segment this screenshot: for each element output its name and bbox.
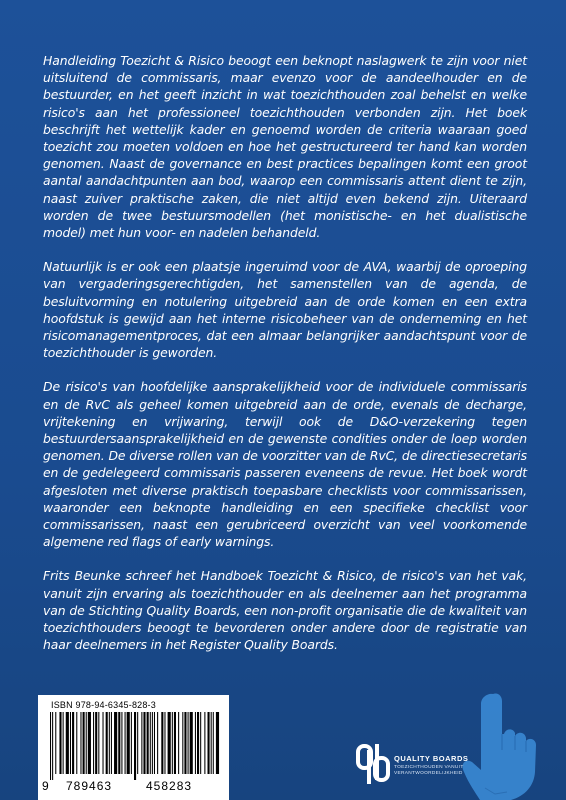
barcode-bar bbox=[106, 712, 108, 774]
barcode-bar bbox=[213, 712, 214, 774]
blurb-paragraph-2: Natuurlijk is er ook een plaatsje ingeruimd voor de AVA, waarbij de oproeping van vergaderingsgerechtigden, het samenstellen van de agenda, de besluitvorming en notulering uitgebreid aan de orde komen en een extra hoofdstuk is gewijd aan het interne risicobeheer van de onderneming en het risicomanagementproces, dat een almaar belangrijker aandachtspunt voor de toezichthouder is geworden. bbox=[43, 259, 527, 361]
barcode-bar bbox=[157, 712, 158, 774]
publisher-tagline: TOEZICHTHOUDEN VANUIT VERANTWOORDELIJKHEID bbox=[394, 765, 464, 776]
barcode-bar bbox=[59, 712, 61, 774]
publisher-name: QUALITY BOARDS bbox=[394, 754, 469, 763]
isbn-barcode bbox=[38, 695, 229, 800]
barcode-bar bbox=[195, 712, 196, 774]
barcode-bar bbox=[52, 712, 53, 780]
barcode-bar bbox=[188, 712, 189, 774]
barcode-bar bbox=[174, 712, 176, 774]
barcode-bar bbox=[131, 712, 132, 774]
barcode-bar bbox=[50, 712, 51, 780]
barcode-bar bbox=[154, 712, 155, 774]
barcode-bar bbox=[152, 712, 153, 774]
barcode-bar bbox=[125, 712, 126, 774]
barcode-bar bbox=[216, 712, 219, 774]
barcode-bar bbox=[63, 712, 64, 774]
barcode-bar bbox=[55, 712, 56, 774]
barcode-digit-group-2: 458283 bbox=[146, 779, 193, 793]
barcode-bar bbox=[211, 712, 212, 774]
barcode-bar bbox=[182, 712, 183, 774]
blurb-paragraph-3: De risico's van hoofdelijke aansprakelijkheid voor de individuele commissaris en de RvC als geheel komen uitgebreid aan de orde, evenals de decharge, vrijtekening en vrijwaring, terwijl ook de D&O-verzekering tegen bestuurdersaansprakelijkheid en de gewenste condities onder de loep worden genomen. De diverse rollen van de voorzitter van de RvC, de directiesecretaris en de gedelegeerd commissaris passeren eveneens de revue. Het boek wordt afgesloten met diverse praktisch toepasbare checklists voor commissarissen, waaronder een beknopte handleiding en een specifieke checklist voor commissarissen, naast een gerubriceerd overzicht van veel voorkomende algemene red flags of early warnings. bbox=[43, 379, 527, 550]
barcode-bar bbox=[83, 712, 85, 774]
barcode-bar bbox=[147, 712, 149, 774]
barcode-bar bbox=[134, 712, 136, 780]
barcode-bar bbox=[103, 712, 104, 774]
barcode-bar bbox=[76, 712, 77, 774]
barcode-bar bbox=[114, 712, 117, 774]
barcode-bar bbox=[161, 712, 163, 774]
barcode-bar bbox=[86, 712, 87, 774]
barcode-bar bbox=[121, 712, 122, 774]
blurb-paragraph-4: Frits Beunke schreef het Handboek Toezicht & Risico, de risico's van het vak, vanuit zijn ervaring als toezichthouder en als deelnemer aan het programma van de Stichting Quality Boards, een non-profit organisatie die de kwaliteit van toezichthouders beoogt te bevorderen onder andere door de registratie van haar deelnemers in het Register Quality Boards. bbox=[43, 568, 527, 653]
barcode-bar bbox=[204, 712, 205, 774]
blurb-paragraph-1: Handleiding Toezicht & Risico beoogt een beknopt naslagwerk te zijn voor niet uitsluitend de commissaris, maar evenzo voor de aandeelhouder en de bestuurder, en het geeft inzicht in wat toezichthouden zoal behelst en welke risico's aan het professioneel toezichthouden verbonden zijn. Het boek beschrijft het wettelijk kader en genoemd worden de criteria waaraan goed toezicht zou moeten voldoen en hoe het gestructureerd ter hand kan worden genomen. Naast de governance en best practices bepalingen komt een groot aantal aandachtpunten aan bod, waarop een commissaris attent dient te zijn, naast zuiver praktische zaken, die niet altijd even bekend zijn. Uiteraard worden de twee bestuursmodellen (het monistische- en het dualistische model) met hun voor- en nadelen behandeld. bbox=[43, 53, 527, 241]
barcode-bar bbox=[88, 712, 91, 774]
barcode-bar bbox=[93, 712, 94, 774]
barcode-bar bbox=[164, 712, 165, 774]
barcode-bar bbox=[143, 712, 145, 774]
barcode-bar bbox=[137, 712, 138, 774]
barcode-bar bbox=[172, 712, 173, 774]
barcode-bar bbox=[197, 712, 199, 774]
barcode-bar bbox=[168, 712, 171, 774]
barcode-bar bbox=[190, 712, 193, 774]
barcode-bar bbox=[98, 712, 99, 774]
barcode-bar bbox=[109, 712, 110, 774]
barcode-bar bbox=[208, 712, 210, 774]
barcode-bar bbox=[118, 712, 120, 774]
barcode-bar bbox=[178, 712, 179, 774]
barcode-bar bbox=[70, 712, 71, 774]
barcode-digit-group-1: 789463 bbox=[66, 779, 113, 793]
barcode-bar bbox=[141, 712, 142, 774]
blurb-text bbox=[43, 52, 527, 671]
barcode-bar bbox=[127, 712, 130, 774]
barcode-bar bbox=[150, 712, 151, 774]
publisher-logo bbox=[356, 742, 536, 792]
isbn-label: ISBN 978-94-6345-828-3 bbox=[51, 700, 156, 710]
barcode-bar bbox=[111, 712, 112, 774]
barcode-bar bbox=[184, 712, 186, 774]
barcode-bars bbox=[50, 712, 220, 780]
barcode-bar bbox=[95, 712, 97, 774]
barcode-digit-first: 9 bbox=[42, 779, 50, 793]
barcode-bar bbox=[72, 712, 74, 774]
qb-logo-icon bbox=[356, 742, 390, 786]
barcode-bar bbox=[80, 712, 81, 774]
barcode-bar bbox=[66, 712, 69, 774]
barcode-bar bbox=[200, 712, 201, 774]
